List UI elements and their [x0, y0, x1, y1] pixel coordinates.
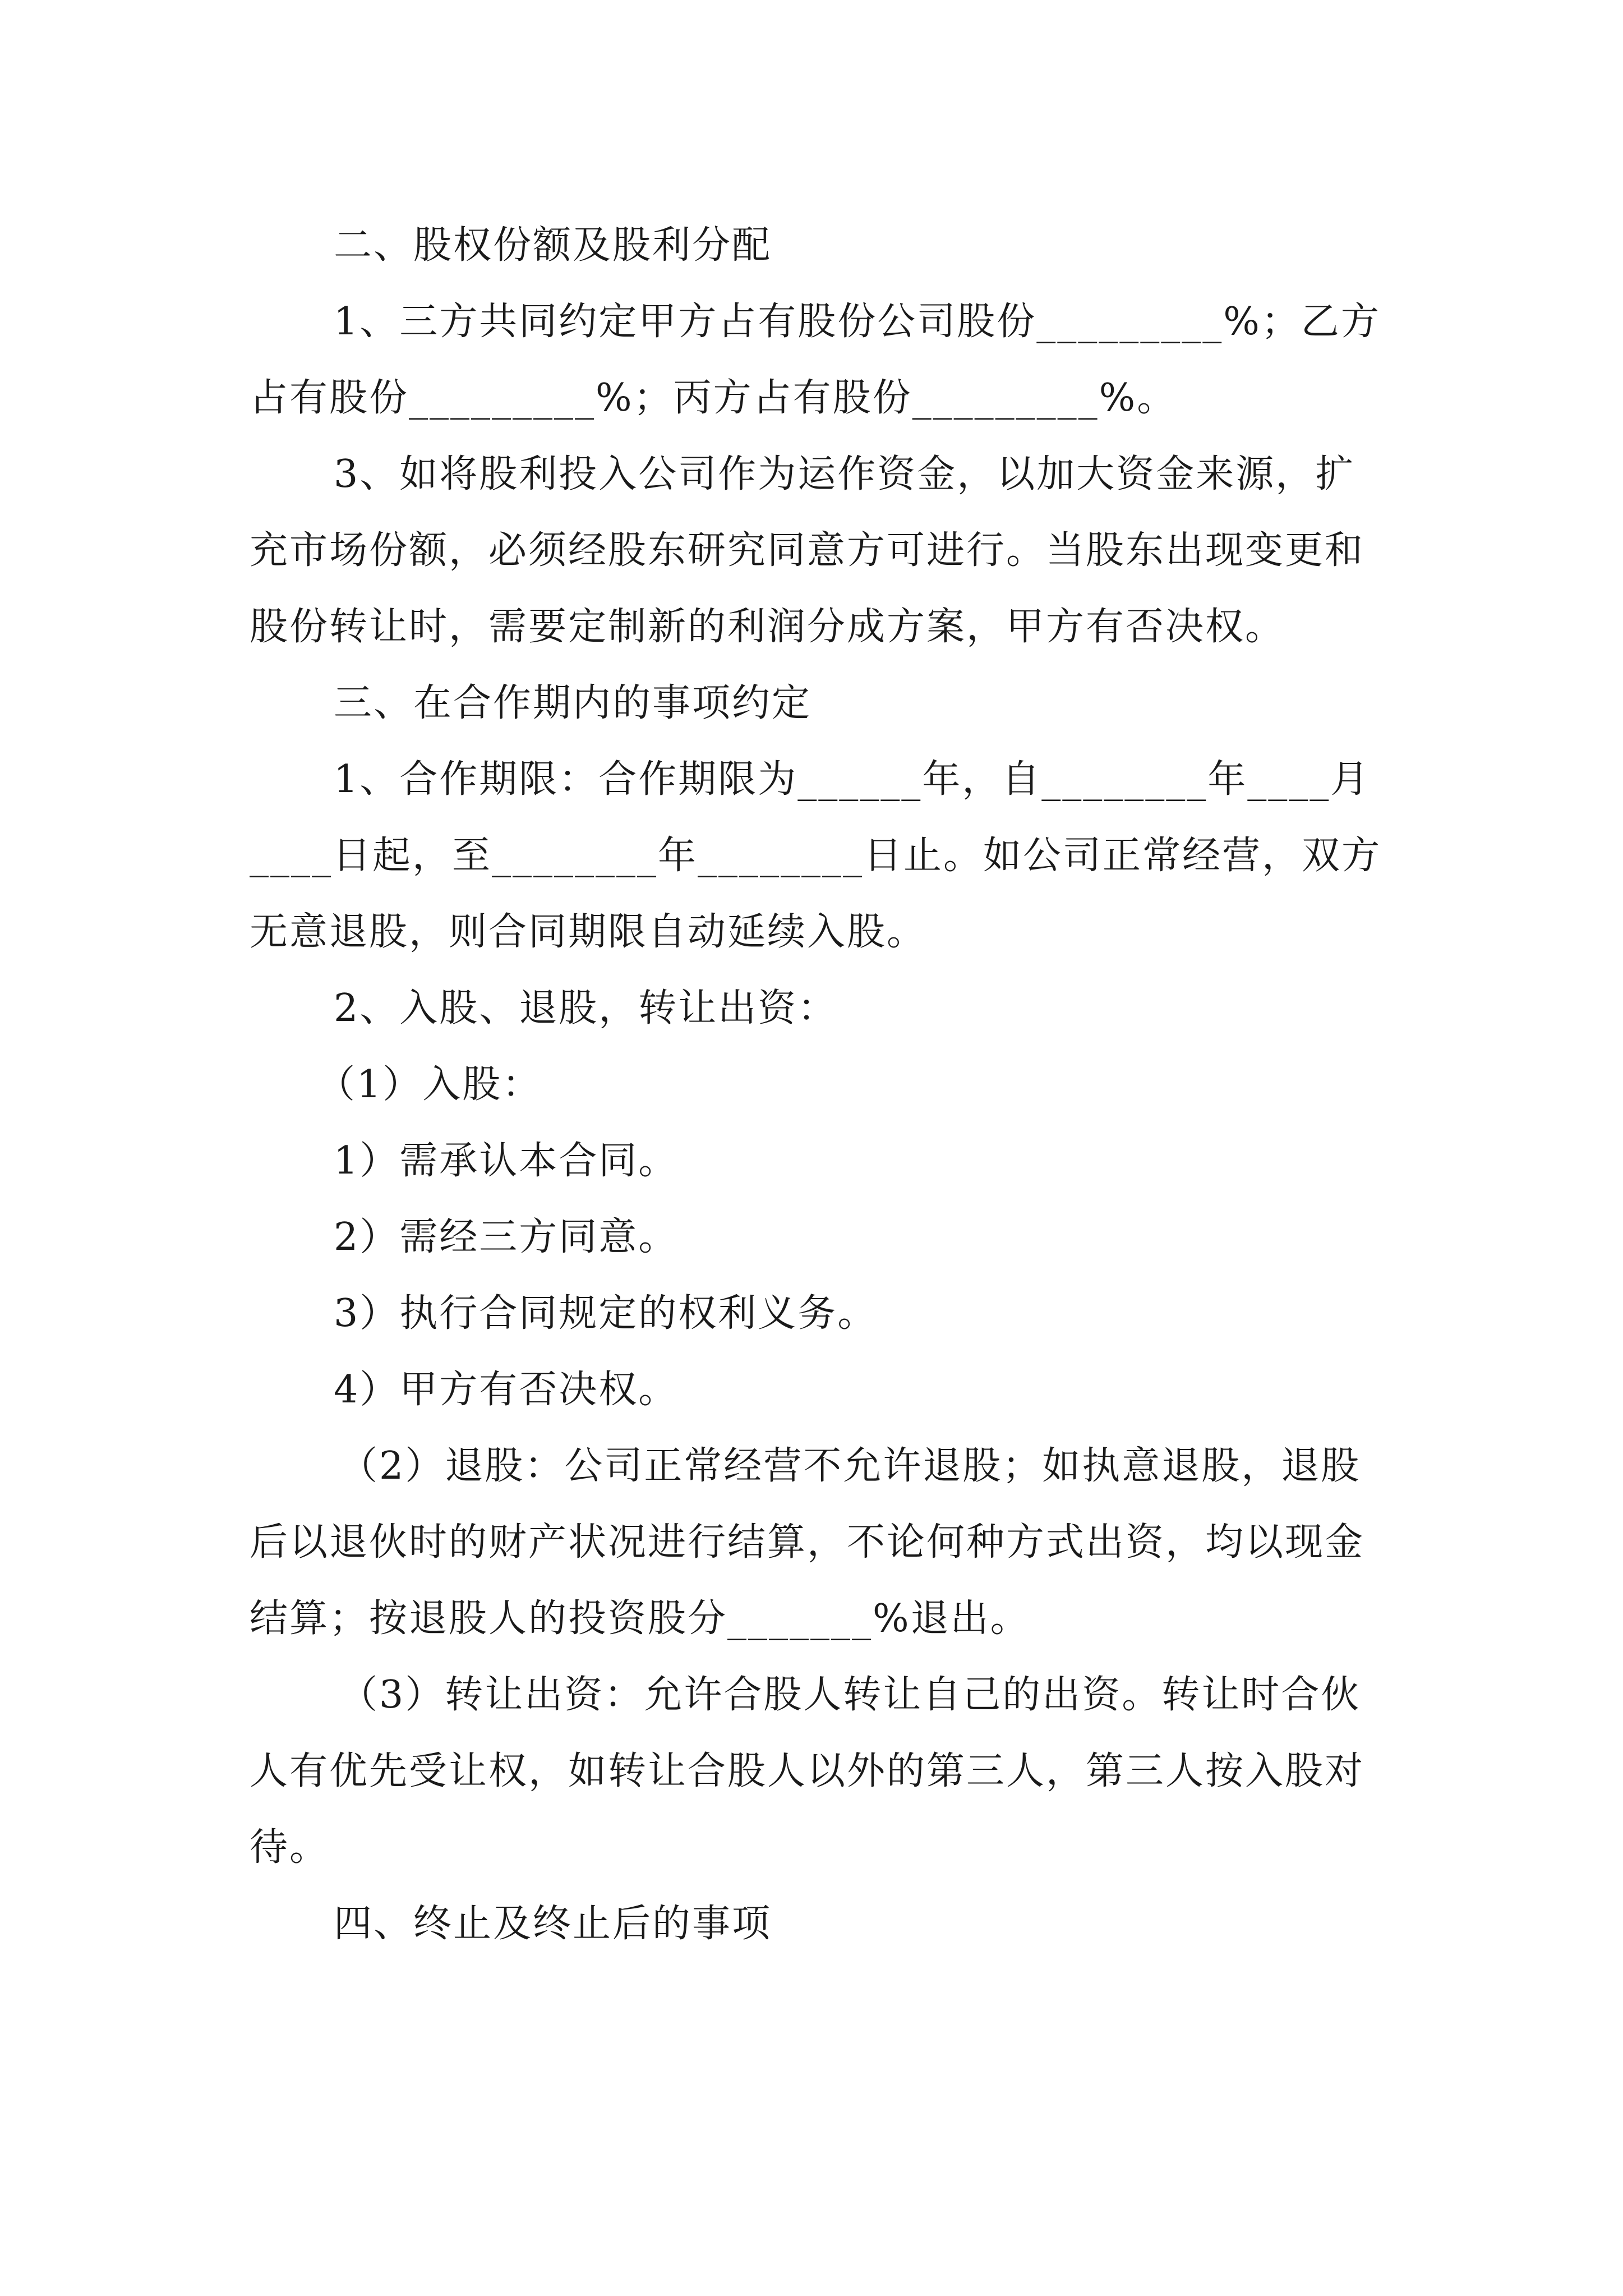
subheading-join: （1）入股： — [317, 1062, 542, 1107]
list-item-join-2: 2）需经三方同意。 — [334, 1215, 679, 1259]
paragraph-exit: （2）退股：公司正常经营不允许退股；如执意退股，退股后以退伙时的财产状况进行结算，不论何种方式出资，均以现金结算；按退股人的投资股分_______%退出。 — [250, 1444, 1365, 1641]
paragraph-dividend-reinvest: 3、如将股利投入公司作为运作资金，以加大资金来源，扩充市场份额，必须经股东研究同意方可进行。当股东出现变更和股份转让时，需要定制新的利润分成方案，甲方有否决权。 — [250, 452, 1365, 649]
section-heading-termination: 四、终止及终止后的事项 — [334, 1902, 772, 1946]
document-body — [250, 208, 1388, 1962]
section-heading-equity: 二、股权份额及股利分配 — [334, 223, 772, 268]
list-item-join-4: 4）甲方有否决权。 — [334, 1368, 679, 1412]
paragraph-share-ratio: 1、三方共同约定甲方占有股份公司股份_________%；乙方占有股份_________%；丙方占有股份_________%。 — [250, 300, 1381, 420]
paragraph-cooperation-term: 1、合作期限：合作期限为______年，自________年____月____日起，至________年________日止。如公司正常经营，双方无意退股，则合同期限自动延续入股。 — [250, 757, 1382, 954]
paragraph-transfer: （3）转让出资：允许合股人转让自己的出资。转让时合伙人有优先受让权，如转让合股人以外的第三人，第三人按入股对待。 — [250, 1673, 1365, 1870]
paragraph-join-exit-transfer: 2、入股、退股，转让出资： — [334, 986, 838, 1030]
list-item-join-1: 1）需承认本合同。 — [334, 1139, 679, 1183]
list-item-join-3: 3）执行合同规定的权利义务。 — [334, 1291, 878, 1336]
section-heading-cooperation: 三、在合作期内的事项约定 — [334, 681, 812, 725]
